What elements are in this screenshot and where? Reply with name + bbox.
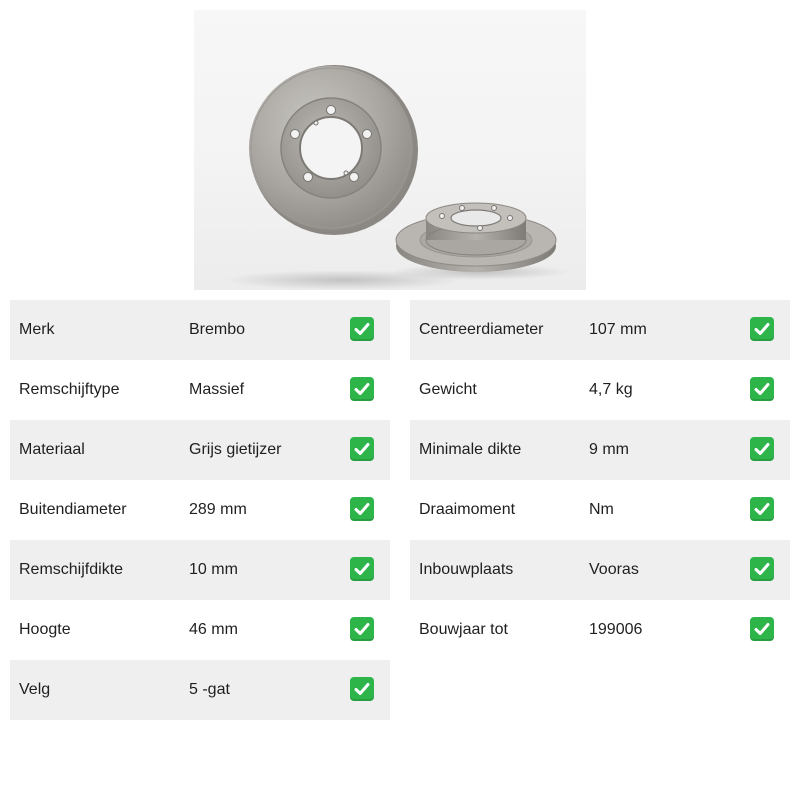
spec-row — [410, 300, 790, 360]
spec-value: 107 mm — [589, 321, 647, 338]
spec-value: 10 mm — [189, 561, 238, 578]
check-mark-icon — [350, 497, 374, 521]
brake-disc-front — [249, 65, 418, 235]
spec-label: Hoogte — [19, 621, 71, 638]
spec-row — [10, 480, 390, 540]
spec-value: Vooras — [589, 561, 639, 578]
specs-table-right — [410, 300, 790, 660]
check-mark-icon — [350, 317, 374, 341]
check-mark-icon — [350, 377, 374, 401]
check-mark-icon — [750, 437, 774, 461]
spec-row — [410, 360, 790, 420]
check-mark-icon — [750, 317, 774, 341]
spec-label: Merk — [19, 321, 55, 338]
spec-label: Remschijfdikte — [19, 561, 124, 578]
spec-label: Velg — [19, 681, 51, 698]
spec-value: 46 mm — [189, 621, 238, 638]
spec-value: 4,7 kg — [589, 381, 633, 398]
spec-label: Draaimoment — [419, 501, 516, 518]
check-mark-icon — [750, 557, 774, 581]
spec-value: Nm — [589, 501, 614, 518]
spec-value: 5 -gat — [189, 681, 230, 698]
spec-label: Materiaal — [19, 441, 85, 458]
check-mark-icon — [350, 437, 374, 461]
spec-value: Brembo — [189, 321, 246, 338]
spec-row — [10, 300, 390, 360]
spec-row — [410, 480, 790, 540]
brake-disc-side — [396, 203, 556, 272]
check-mark-icon — [750, 377, 774, 401]
product-image — [194, 10, 586, 290]
check-mark-icon — [750, 617, 774, 641]
spec-value: 289 mm — [189, 501, 247, 518]
spec-label: Gewicht — [419, 381, 477, 398]
spec-label: Remschijftype — [19, 381, 120, 398]
spec-row — [10, 420, 390, 480]
spec-row — [410, 420, 790, 480]
spec-value: Massief — [189, 381, 245, 398]
spec-value: 199006 — [589, 621, 643, 638]
brake-disc-illustration — [194, 10, 586, 290]
spec-row — [10, 360, 390, 420]
spec-label: Centreerdiameter — [419, 321, 544, 338]
spec-label: Inbouwplaats — [419, 561, 514, 578]
specs-table-left — [10, 300, 390, 720]
spec-value: Grijs gietijzer — [189, 441, 282, 458]
check-mark-icon — [350, 677, 374, 701]
check-mark-icon — [350, 557, 374, 581]
spec-label: Minimale dikte — [419, 441, 522, 458]
spec-row — [10, 540, 390, 600]
spec-row — [410, 540, 790, 600]
spec-value: 9 mm — [589, 441, 629, 458]
spec-row — [410, 600, 790, 660]
spec-label: Buitendiameter — [19, 501, 127, 518]
check-mark-icon — [750, 497, 774, 521]
check-mark-icon — [350, 617, 374, 641]
spec-label: Bouwjaar tot — [419, 621, 508, 638]
spec-row — [10, 660, 390, 720]
spec-row — [10, 600, 390, 660]
